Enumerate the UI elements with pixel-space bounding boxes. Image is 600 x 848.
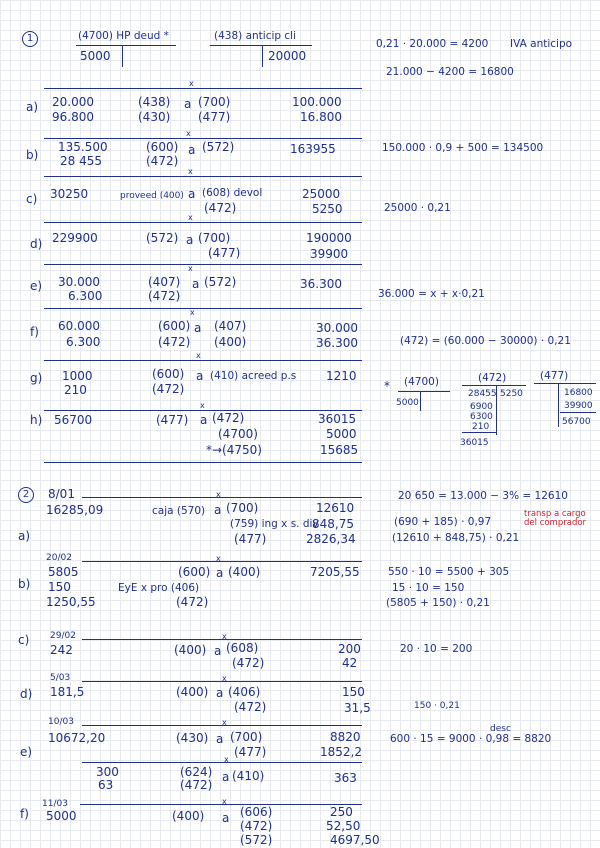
header-account-438: (438) anticip cli: [214, 30, 296, 42]
s2-note-a2: (690 + 185) · 0,97: [394, 516, 492, 528]
t-account-star: *: [384, 379, 390, 393]
entry-d-credit-2: 39900: [310, 247, 349, 261]
t-account-472-left-2: 6900: [470, 402, 493, 412]
entry-b-letter: b): [26, 148, 39, 162]
s2-entry-f-credit-2: 52,50: [326, 819, 361, 833]
t-account-477-right-2: 39900: [564, 401, 593, 411]
entry-d-credit-acct-2: (477): [208, 246, 241, 260]
s2-entry-b-acct-2: EyE x pro (406): [118, 582, 200, 594]
entry-d-letter: d): [30, 237, 43, 251]
entry-b-acct-2: (472): [146, 154, 179, 168]
entry-f-credit-acct-1: (407): [214, 319, 247, 333]
entry-g-debit-2: 210: [64, 383, 87, 397]
entry-a-credit-1: 100.000: [292, 95, 342, 109]
s2-entry-e-letter: e): [20, 745, 33, 759]
s2-entry-f-credit-acct-1: (606): [240, 805, 273, 819]
entry-c-credit-acct-2: (472): [204, 201, 237, 215]
entry-f-credit-acct-2: (400): [214, 335, 247, 349]
entry-c-letter: c): [26, 192, 38, 206]
s2-entry-c-date: 29/02: [50, 631, 76, 641]
header-account-4700-value: 5000: [80, 49, 111, 63]
t-account-472-left-1: 28455: [468, 389, 497, 399]
entry-d-credit-acct-1: (700): [198, 231, 231, 245]
entry-g-debit-1: 1000: [62, 369, 93, 383]
entry-c-acct-1: proveed (400): [120, 191, 184, 201]
s2-entry-f-credit-3: 4697,50: [330, 833, 380, 847]
t-account-472-total: 36015: [460, 438, 489, 448]
s2-entry-b-letter: b): [18, 577, 31, 591]
entry-f-credit-2: 36.300: [316, 336, 358, 350]
s2-entry-b-acct-3: (472): [176, 595, 209, 609]
note-iva-label: IVA anticipo: [510, 38, 573, 50]
entry-h-credit-acct-1: (472): [212, 411, 245, 425]
entry-b-debit-2: 28 455: [60, 154, 102, 168]
s2-entry-b-credit-acct-1: (400): [228, 565, 261, 579]
entry-e-letter: e): [30, 279, 43, 293]
s2-entry-c-debit-1: 242: [50, 643, 73, 657]
s2-entry-d-credit-1: 150: [342, 685, 365, 699]
s2-entry-c-letter: c): [18, 633, 30, 647]
s2-entry-f-date: 11/03: [42, 799, 68, 809]
s2-note-a3: (12610 + 848,75) · 0,21: [392, 532, 520, 544]
entry-a-debit-2: 96.800: [52, 110, 94, 124]
entry-e-credit-1: 36.300: [300, 277, 342, 291]
entry-h-credit-acct-2: (4700): [218, 427, 258, 441]
t-account-4700-value: 5000: [396, 398, 419, 408]
s2-note-c: 20 · 10 = 200: [400, 643, 473, 655]
entry-h-acct-1: (477): [156, 413, 189, 427]
s2-entry-a-credit-acct-3: (477): [234, 532, 267, 546]
entry-e-acct-2: (472): [148, 289, 181, 303]
s2-entry-f-credit-acct-3: (572): [240, 833, 273, 847]
s2-entry-f-credit-1: 250: [330, 805, 353, 819]
s2-entry-d-letter: d): [20, 687, 33, 701]
entry-f-acct-1: (600): [158, 319, 191, 333]
s2-entry-c-credit-2: 42: [342, 656, 358, 670]
note-iva-calc: 0,21 · 20.000 = 4200: [376, 38, 489, 50]
entry-c-debit-1: 30250: [50, 187, 89, 201]
entry-a-acct-2: (430): [138, 110, 171, 124]
s2-entry-e-credit-1: 8820: [330, 730, 361, 744]
s2-note-e: 600 · 15 = 9000 · 0,98 = 8820: [390, 733, 552, 745]
entry-e-debit-2: 6.300: [68, 289, 103, 303]
s2-entry-f-acct-1: (400): [172, 809, 205, 823]
s2-entry-e2-credit-1: 363: [334, 771, 357, 785]
entry-f-debit-1: 60.000: [58, 319, 100, 333]
entry-g-letter: g): [30, 371, 43, 385]
t-account-4700-label: (4700): [404, 376, 439, 388]
entry-b-credit-acct-1: (572): [202, 140, 235, 154]
entry-e-acct-1: (407): [148, 275, 181, 289]
s2-entry-e-acct-1: (430): [176, 731, 209, 745]
entry-h-credit-2: 5000: [326, 427, 357, 441]
s2-entry-d-credit-acct-2: (472): [234, 700, 267, 714]
entry-a-credit-acct-2: (477): [198, 110, 231, 124]
entry-b-acct-1: (600): [146, 140, 179, 154]
t-account-472-label: (472): [478, 372, 507, 384]
entry-e-credit-acct-1: (572): [204, 275, 237, 289]
s2-entry-e2-acct-1: (624): [180, 765, 213, 779]
s2-entry-d-credit-2: 31,5: [344, 701, 371, 715]
s2-entry-a-credit-2: 848,75: [312, 517, 354, 531]
entry-a-credit-2: 16.800: [300, 110, 342, 124]
t-account-477-right-3: 56700: [562, 417, 591, 427]
s2-entry-d-debit-1: 181,5: [50, 685, 85, 699]
s2-entry-e2-acct-2: (472): [180, 778, 213, 792]
entry-d-credit-1: 190000: [306, 231, 352, 245]
s2-note-e-label: desc: [490, 724, 511, 734]
s2-entry-f-debit-1: 5000: [46, 809, 77, 823]
s2-entry-a-credit-1: 12610: [316, 501, 355, 515]
s2-note-b3: (5805 + 150) · 0,21: [386, 597, 490, 609]
s2-entry-e-debit-1: 10672,20: [48, 731, 106, 745]
entry-g-acct-1: (600): [152, 367, 185, 381]
entry-e-debit-1: 30.000: [58, 275, 100, 289]
t-account-472-right: 5250: [500, 389, 523, 399]
s2-entry-f-letter: f): [20, 807, 29, 821]
s2-entry-e-date: 10/03: [48, 717, 74, 727]
s2-entry-a-credit-acct-2: (759) ing x s. div: [230, 518, 319, 530]
s2-entry-a-credit-3: 2826,34: [306, 532, 356, 546]
entry-g-acct-2: (472): [152, 382, 185, 396]
s2-note-b1: 550 · 10 = 5500 + 305: [388, 566, 510, 578]
s2-entry-b-acct-1: (600): [178, 565, 211, 579]
s2-entry-e-credit-acct-1: (700): [230, 730, 263, 744]
entry-f-credit-1: 30.000: [316, 321, 358, 335]
s2-entry-c-credit-acct-1: (608): [226, 641, 259, 655]
entry-f-debit-2: 6.300: [66, 335, 101, 349]
s2-entry-e2-debit-2: 63: [98, 778, 114, 792]
entry-c-credit-acct-1: (608) devol: [202, 187, 263, 199]
section-1-number: 1: [22, 31, 38, 47]
note-c-calc: 25000 · 0,21: [384, 202, 451, 214]
entry-a-credit-acct-1: (700): [198, 95, 231, 109]
s2-entry-a-letter: a): [18, 529, 31, 543]
s2-entry-b-date: 20/02: [46, 553, 72, 563]
t-account-477-label: (477): [540, 370, 569, 382]
s2-entry-a-date: 8/01: [48, 487, 75, 501]
entry-h-credit-1: 36015: [318, 412, 357, 426]
s2-entry-e2-credit-acct-1: (410): [232, 769, 265, 783]
entry-f-letter: f): [30, 325, 39, 339]
section-2-number: 2: [18, 487, 34, 503]
s2-entry-b-debit-3: 1250,55: [46, 595, 96, 609]
entry-h-credit-acct-3: *→(4750): [206, 443, 262, 457]
s2-entry-e2-debit-1: 300: [96, 765, 119, 779]
s2-note-b2: 15 · 10 = 150: [392, 582, 465, 594]
entry-a-acct-1: (438): [138, 95, 171, 109]
s2-note-a1: 20 650 = 13.000 − 3% = 12610: [398, 490, 568, 502]
s2-entry-d-credit-acct-1: (406): [228, 685, 261, 699]
entry-b-credit-1: 163955: [290, 142, 336, 156]
header-account-4700: (4700) HP deud *: [78, 30, 169, 42]
t-account-472-left-4: 210: [472, 422, 490, 432]
s2-note-d: 150 · 0,21: [414, 701, 460, 711]
entry-g-credit-acct-1: (410) acreed p.s: [210, 370, 297, 382]
note-f-calc: (472) = (60.000 − 30000) · 0,21: [400, 335, 571, 347]
s2-entry-b-debit-2: 150: [48, 580, 71, 594]
entry-d-debit-1: 229900: [52, 231, 98, 245]
entry-h-letter: h): [30, 413, 43, 427]
entry-c-credit-1: 25000: [302, 187, 341, 201]
header-account-438-value: 20000: [268, 49, 307, 63]
entry-d-acct-1: (572): [146, 231, 179, 245]
s2-entry-b-credit-1: 7205,55: [310, 565, 360, 579]
entry-c-credit-2: 5250: [312, 202, 343, 216]
s2-entry-c-credit-acct-2: (472): [232, 656, 265, 670]
s2-entry-c-acct-1: (400): [174, 643, 207, 657]
entry-h-debit-1: 56700: [54, 413, 93, 427]
t-account-477-right-1: 16800: [564, 388, 593, 398]
s2-entry-b-debit-1: 5805: [48, 565, 79, 579]
s2-entry-f-credit-acct-2: (472): [240, 819, 273, 833]
s2-entry-e-credit-2: 1852,2: [320, 745, 362, 759]
entry-a-letter: a): [26, 100, 39, 114]
entry-a-debit-1: 20.000: [52, 95, 94, 109]
note-b-calc: 150.000 · 0,9 + 500 = 134500: [382, 142, 544, 154]
s2-entry-a-debit-1: 16285,09: [46, 503, 104, 517]
s2-entry-a-credit-acct-1: (700): [226, 501, 259, 515]
entry-f-acct-2: (472): [158, 335, 191, 349]
entry-h-credit-3: 15685: [320, 443, 359, 457]
s2-note-red-1: transp a cargo del comprador: [524, 509, 587, 528]
entry-b-debit-1: 135.500: [58, 140, 108, 154]
s2-entry-d-acct-1: (400): [176, 685, 209, 699]
t-account-472-left-3: 6300: [470, 412, 493, 422]
s2-entry-e-credit-acct-2: (477): [234, 745, 267, 759]
s2-entry-a-acct-1: caja (570): [152, 505, 206, 517]
note-e-calc: 36.000 = x + x·0,21: [378, 288, 485, 300]
note-subtraction: 21.000 − 4200 = 16800: [386, 66, 514, 78]
s2-entry-d-date: 5/03: [50, 673, 71, 683]
entry-g-credit-1: 1210: [326, 369, 357, 383]
s2-entry-c-credit-1: 200: [338, 642, 361, 656]
